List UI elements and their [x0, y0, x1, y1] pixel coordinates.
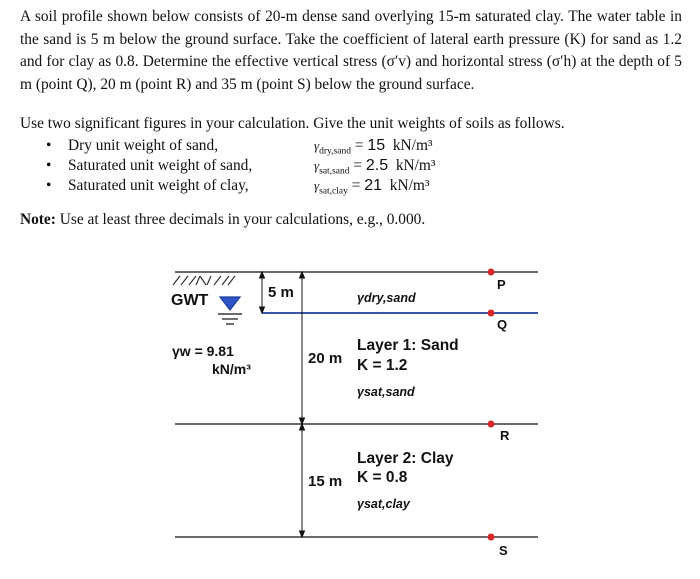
layer2-k-value: K = 0.8 [357, 469, 408, 486]
point-r-marker [488, 421, 495, 428]
instructions-text: Use two significant figures in your calculation. Give the unit weights of soils as follows. [20, 115, 565, 132]
problem-paragraph: A soil profile shown below consists of 20-m dense sand overlying 15-m saturated clay. The water table in the sand is 5 m below the ground surface. Take the coefficient of lateral earth pressure (K) for sand as 1.2 and for clay as 0.8. Determine the effective vertical stress (σ′v) and horizontal stress (σ′h) at the depth of 5 m (point Q), 20 m (point R) and 35 m (point S) below the ground surface. [20, 8, 682, 93]
depth-20m-label: 20 m [308, 350, 343, 367]
item-label: Saturated unit weight of sand, [68, 157, 253, 174]
gwt-label: GWT [171, 292, 209, 309]
point-s-label: S [499, 543, 508, 558]
point-q-marker [488, 310, 495, 317]
layer1-k-value: K = 1.2 [357, 357, 408, 374]
ground-hatch-icon [173, 276, 235, 285]
item-value: $\gamma_{dry,sand} = 15$ kN/m³ [314, 137, 433, 157]
item-label: Saturated unit weight of clay, [68, 177, 249, 194]
point-s-marker [488, 534, 495, 541]
gamma-sat-sand-label: γsat,sand [357, 385, 415, 399]
gwt-triangle-icon [220, 297, 240, 310]
layer1-title: Layer 1: Sand [357, 337, 459, 354]
point-p-marker [488, 269, 495, 276]
bullet-icon: • [46, 177, 52, 194]
item-value: $\gamma_{sat,sand} = 2.5$ kN/m³ [314, 157, 436, 177]
dimension-15m-arrow-icon [300, 424, 305, 537]
point-r-label: R [500, 428, 510, 443]
note-text: Use at least three decimals in your calculations, e.g., 0.000. [59, 211, 426, 228]
gamma-sat-clay-label: γsat,clay [357, 497, 410, 511]
gamma-w-unit: kN/m³ [212, 361, 251, 377]
note-label: Note: [20, 211, 56, 228]
dimension-5m-arrow-icon [260, 272, 265, 313]
gamma-w-label: γw = 9.81 [172, 343, 234, 359]
gamma-dry-sand-label: γdry,sand [357, 291, 416, 305]
layer2-title: Layer 2: Clay [357, 450, 454, 467]
depth-5m-label: 5 m [268, 284, 294, 301]
depth-15m-label: 15 m [308, 473, 343, 490]
dimension-20m-arrow-icon [300, 272, 305, 424]
bullet-icon: • [46, 157, 52, 174]
item-label: Dry unit weight of sand, [68, 137, 219, 154]
point-p-label: P [497, 277, 506, 292]
bullet-icon: • [46, 137, 52, 154]
item-value: $\gamma_{sat,clay} = 21$ kN/m³ [314, 177, 430, 197]
point-q-label: Q [497, 317, 508, 332]
